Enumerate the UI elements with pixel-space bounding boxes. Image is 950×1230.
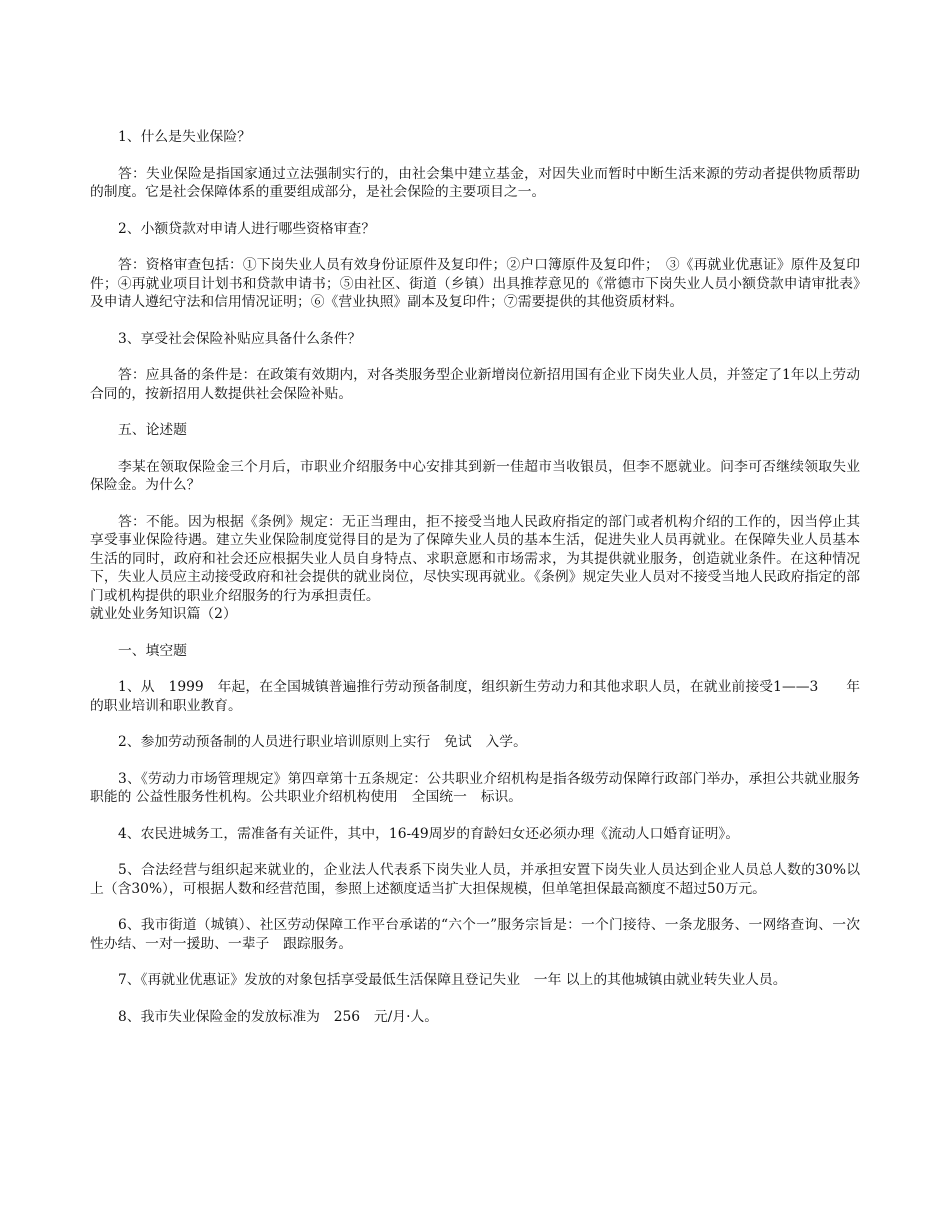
part-title: 就业处业务知识篇（2） [90,606,237,622]
answer-2: 答：资格审查包括：①下岗失业人员有效身份证原件及复印件；②户口簿原件及复印件； ③《再就业优惠证》原件及复印件；④再就业项目计划书和贷款申请书；⑤由社区、街道（乡镇）出具推荐意见的《常德市下岗失业人员小额贷款申请审批表》及申请人遵纪守法和信用情况证明；⑥《营业执照》副本及复印件；⑦需要提供的其他资质材料。 [90,257,860,310]
question-3: 3、享受社会保险补贴应具备什么条件？ [118,330,362,347]
fill-item-7: 7、《再就业优惠证》发放的对象包括享受最低生活保障且登记失业 一年 以上的其他城镇由就业转失业人员。 [118,972,787,988]
fill-item-4: 4、农民进城务工，需准备有关证件，其中，16-49周岁的育龄妇女还必须办理《流动人口婚育证明》。 [118,825,740,842]
fill-item-5: 5、合法经营与组织起来就业的，企业法人代表系下岗失业人员，并承担安置下岗失业人员达到企业人员总人数的30%以上（含30%），可根据人数和经营范围，参照上述额度适当扩大担保规模，但单笔担保最高额度不超过50万元。 [90,862,860,897]
section-heading-essay: 五、论述题 [118,422,187,438]
fill-item-2: 2、参加劳动预备制的人员进行职业培训原则上实行 免试 入学。 [118,734,527,750]
case-question: 李某在领取保险金三个月后，市职业介绍服务中心安排其到新一佳超市当收银员，但李不愿就业。问李可否继续领取失业保险金。为什么？ [90,458,860,493]
question-2: 2、小额贷款对申请人进行哪些资格审查？ [118,220,376,237]
fill-item-8: 8、我市失业保险金的发放标准为 256 元/月·人。 [118,1008,439,1025]
fill-item-1: 1、从 1999 年起，在全国城镇普遍推行劳动预备制度，组织新生劳动力和其他求职人员，在就业前接受1——3 年的职业培训和职业教育。 [90,679,860,714]
answer-3: 答：应具备的条件是：在政策有效期内，对各类服务型企业新增岗位新招用国有企业下岗失业人员，并签定了1年以上劳动合同的，按新招用人数提供社会保险补贴。 [90,367,860,402]
document-body [90,128,860,1026]
answer-1: 答：失业保险是指国家通过立法强制实行的，由社会集中建立基金，对因失业而暂时中断生活来源的劳动者提供物质帮助的制度。它是社会保障体系的重要组成部分，是社会保险的主要项目之一。 [90,165,860,200]
question-1: 1、什么是失业保险？ [118,129,251,145]
case-answer: 答：不能。因为根据《条例》规定：无正当理由，拒不接受当地人民政府指定的部门或者机构介绍的工作的，因当停止其享受事业保险待遇。建立失业保险制度觉得目的是为了保障失业人员的基本生活，促进失业人员再就业。在保障失业人员基本生活的同时，政府和社会还应根据失业人员自身特点、求职意愿和市场需求，为其提供就业服务，创造就业条件。在这种情况下，失业人员应主动接受政府和社会提供的就业岗位，尽快实现再就业。《条例》规定失业人员对不接受当地人民政府指定的部门或机构提供的职业介绍服务的行为承担责任。 [90,513,860,604]
fill-item-6: 6、我市街道（城镇）、社区劳动保障工作平台承诺的“六个一”服务宗旨是：一个门接待、一条龙服务、一网络查询、一次性办结、一对一援助、一辈子 跟踪服务。 [90,917,860,952]
section-heading-fill-blank: 一、填空题 [118,642,187,659]
fill-item-3: 3、《劳动力市场管理规定》第四章第十五条规定：公共职业介绍机构是指各级劳动保障行政部门举办，承担公共就业服务职能的 公益性服务性机构。公共职业介绍机构使用 全国统一 标识。 [90,770,860,805]
